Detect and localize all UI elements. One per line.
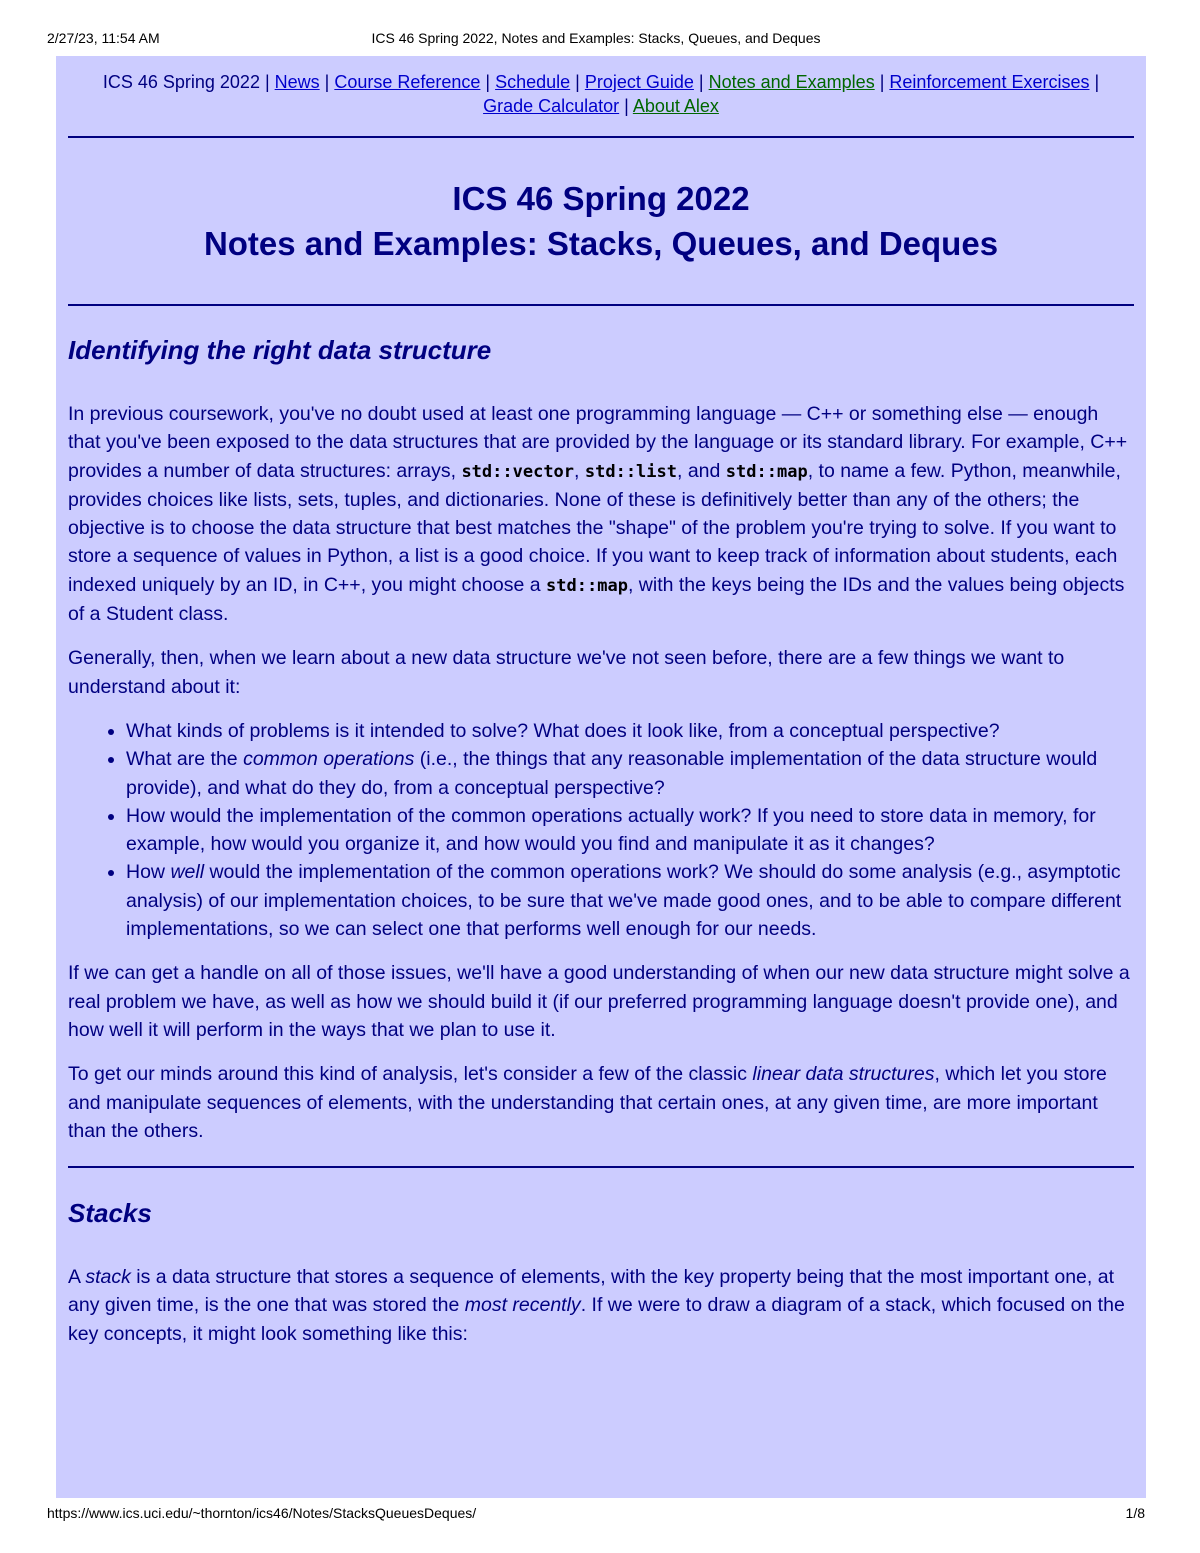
print-doc-title: ICS 46 Spring 2022, Notes and Examples: Stacks, Queues, and Deques: [371, 30, 821, 46]
paragraph: To get our minds around this kind of analysis, let's consider a few of the classic linear data structures, which let you store and manipulate sequences of elements, with the understanding that certain ones, at any given time, are more important than the others.: [68, 1063, 1107, 1142]
print-date: 2/27/23, 11:54 AM: [47, 30, 160, 46]
top-nav: ICS 46 Spring 2022 | News | Course Reference | Schedule | Project Guide | Notes and Examples | Reinforcement Exercises | Grade Calculator | About Alex: [102, 72, 1100, 116]
page-title-topic: Notes and Examples: Stacks, Queues, and Deques: [203, 225, 999, 262]
nav-prefix: ICS 46 Spring 2022: [102, 72, 260, 92]
section-heading-stacks: Stacks: [68, 1198, 152, 1229]
nav-link-project-guide[interactable]: Project Guide: [584, 72, 694, 92]
nav-link-reinforcement-exercises[interactable]: Reinforcement Exercises: [889, 72, 1090, 92]
nav-link-news[interactable]: News: [274, 72, 320, 92]
nav-link-notes-and-examples[interactable]: Notes and Examples: [708, 72, 875, 92]
list-item: • How would the implementation of the common operations actually work? If you need to store data in memory, for example, how would you organize it, and how would you find and manipulate it as it changes?: [126, 802, 1134, 859]
divider: [68, 304, 1134, 306]
nav-link-about-alex[interactable]: About Alex: [632, 96, 719, 116]
divider: [68, 136, 1134, 138]
page-body: [56, 56, 1146, 1498]
paragraph: Generally, then, when we learn about a new data structure we've not seen before, there are a few things we want to understand about it:: [68, 647, 1065, 698]
list-item: • How well would the implementation of the common operations work? We should do some analysis (e.g., asymptotic analysis) of our implementation choices, to be sure that we've made good ones, and to be able to compare different implementations, so we can select one that performs well enough for our needs.: [126, 858, 1134, 943]
nav-link-schedule[interactable]: Schedule: [495, 72, 571, 92]
divider: [68, 1166, 1134, 1168]
code-std-map: std::map: [725, 461, 808, 482]
code-std-map: std::map: [546, 575, 628, 596]
section-heading-identifying: Identifying the right data structure: [68, 335, 492, 365]
list-item: • What are the common operations (i.e., the things that any reasonable implementation of the data structure would provide), and what do they do, from a conceptual perspective?: [126, 745, 1134, 802]
paragraph: If we can get a handle on all of those issues, we'll have a good understanding of when our new data structure might solve a real problem we have, as well as how we should build it (if our preferred programming language doesn't provide one), and how well it will perform in the ways that we plan to use it.: [68, 962, 1130, 1041]
print-url: https://www.ics.uci.edu/~thornton/ics46/Notes/StacksQueuesDeques/: [47, 1505, 477, 1521]
paragraph: A stack is a data structure that stores a sequence of elements, with the key property being that the most important one, at any given time, is the one that was stored the most recently. If we were to draw a diagram of a stack, which focused on the key concepts, it might look something like this:: [68, 1266, 1125, 1345]
nav-link-course-reference[interactable]: Course Reference: [334, 72, 481, 92]
print-footer: [47, 1505, 1145, 1525]
page-title: [68, 176, 1134, 266]
page-title-course: ICS 46 Spring 2022: [452, 180, 750, 217]
print-header: [47, 30, 1145, 50]
print-page-number: 1/8: [1125, 1505, 1145, 1521]
code-std-list: std::list: [584, 461, 677, 482]
nav-link-grade-calculator[interactable]: Grade Calculator: [483, 96, 620, 116]
question-list: [68, 717, 1134, 943]
code-std-vector: std::vector: [461, 461, 575, 482]
paragraph: In previous coursework, you've no doubt used at least one programming language — C++ or something else — enough that you've been exposed to the data structures that are provided by the language or its standard library. For example, C++ provides a number of data structures: arrays, std::vector, std::list, and std::map, to name a few. Python, meanwhile, provides choices like lists, sets, tuples, and dictionaries. None of these is definitively better than any of the others; the objective is to choose the data structure that best matches the "shape" of the problem you're trying to solve. If you want to store a sequence of values in Python, a list is a good choice. If you want to keep track of information about students, each indexed uniquely by an ID, in C++, you might choose a std::map, with the keys being the IDs and the values being objects of a Student class.: [68, 403, 1128, 626]
list-item: • What kinds of problems is it intended to solve? What does it look like, from a conceptual perspective?: [126, 717, 1134, 745]
